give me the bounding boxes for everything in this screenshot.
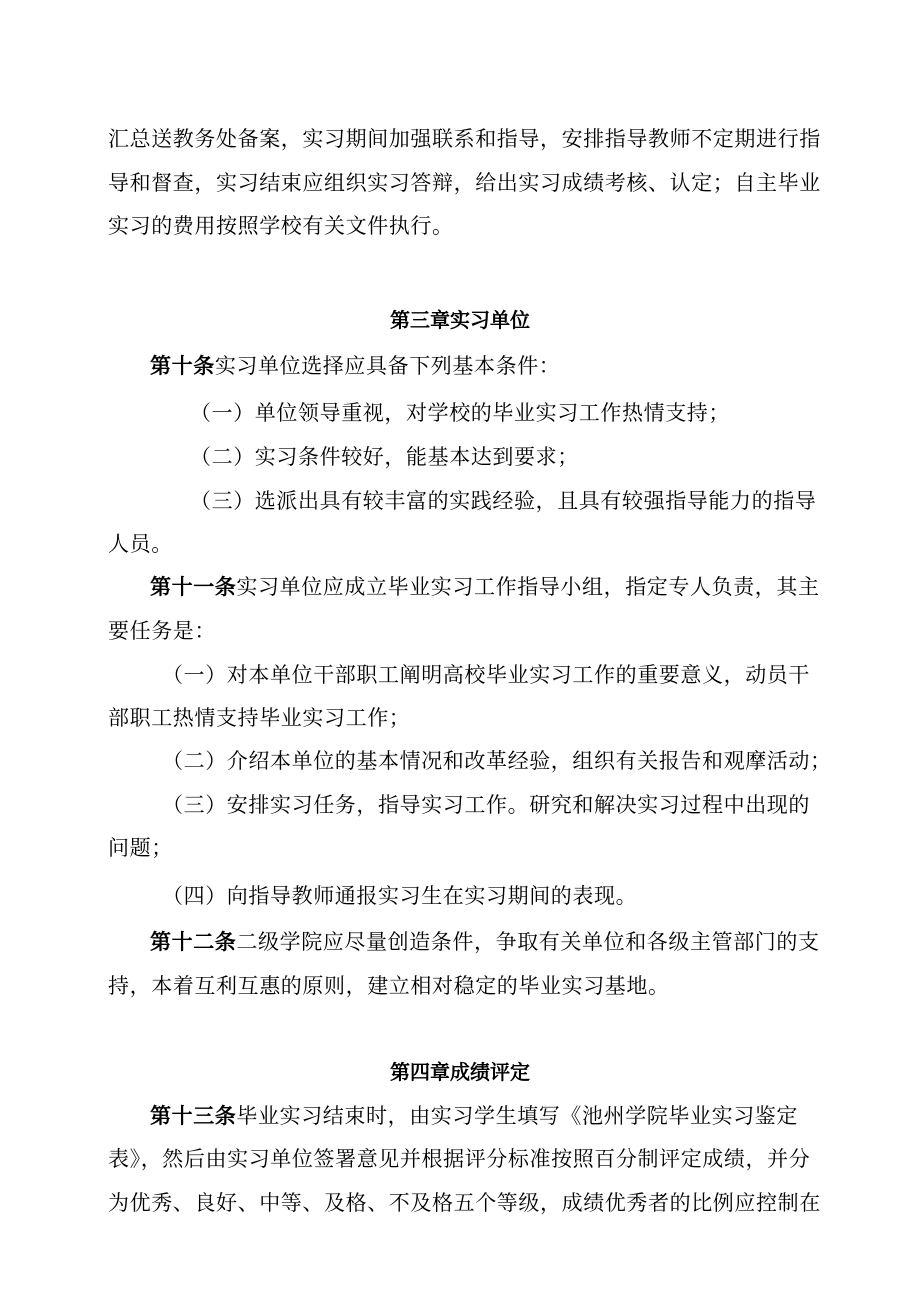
article-text: 毕业实习结束时，由实习学生填写《池州学院毕业实习鉴定 — [236, 1104, 799, 1128]
chapter-title: 第四章成绩评定 — [390, 1060, 530, 1084]
list-item: （四）向指导教师通报实习生在实习期间的表现。 — [162, 884, 638, 908]
list-item: （三）安排实习任务，指导实习工作。研究和解决实习过程中出现的 — [162, 793, 810, 817]
chapter-title: 第三章实习单位 — [390, 308, 530, 332]
list-item-cont: 人员。 — [108, 532, 173, 556]
list-item: （一）对本单位干部职工阐明高校毕业实习工作的重要意义，动员干 — [162, 663, 810, 687]
article-label: 第十条 — [150, 354, 215, 378]
list-item: （三）选派出具有较丰富的实践经验，且具有较强指导能力的指导 — [190, 489, 817, 513]
article-cont: 表》，然后由实习单位签署意见并根据评分标准按照百分制评定成绩，并分 — [108, 1147, 811, 1171]
list-item-cont: 部职工热情支持毕业实习工作； — [108, 706, 411, 730]
list-item: （二）介绍本单位的基本情况和改革经验，组织有关报告和观摩活动； — [162, 749, 832, 773]
paragraph-line: 实习的费用按照学校有关文件执行。 — [108, 214, 454, 238]
article-text: 二级学院应尽量创造条件，争取有关单位和各级主管部门的支 — [236, 930, 820, 954]
list-item-cont: 问题； — [108, 836, 173, 860]
article-label: 第十三条 — [150, 1104, 237, 1128]
article-label: 第十一条 — [150, 575, 237, 599]
list-item: （二）实习条件较好，能基本达到要求； — [190, 445, 579, 469]
paragraph-line: 导和督查，实习结束应组织实习答辩，给出实习成绩考核、认定；自主毕业 — [108, 171, 821, 195]
article-label: 第十二条 — [150, 930, 237, 954]
article-cont: 持，本着互利互惠的原则，建立相对稳定的毕业实习基地。 — [108, 974, 670, 998]
article-10 — [150, 346, 560, 386]
paragraph-line: 汇总送教务处备案，实习期间加强联系和指导，安排指导教师不定期进行指 — [108, 127, 821, 151]
article-11 — [150, 567, 820, 607]
list-item: （一）单位领导重视，对学校的毕业实习工作热情支持； — [190, 401, 730, 425]
article-12 — [150, 922, 820, 962]
article-text: 实习单位应成立毕业实习工作指导小组，指定专人负责，其主 — [236, 575, 820, 599]
article-cont: 为优秀、良好、中等、及格、不及格五个等级，成绩优秀者的比例应控制在 — [108, 1191, 821, 1215]
article-13 — [150, 1096, 798, 1136]
article-text: 实习单位选择应具备下列基本条件： — [214, 354, 561, 378]
article-cont: 要任务是： — [108, 619, 216, 643]
